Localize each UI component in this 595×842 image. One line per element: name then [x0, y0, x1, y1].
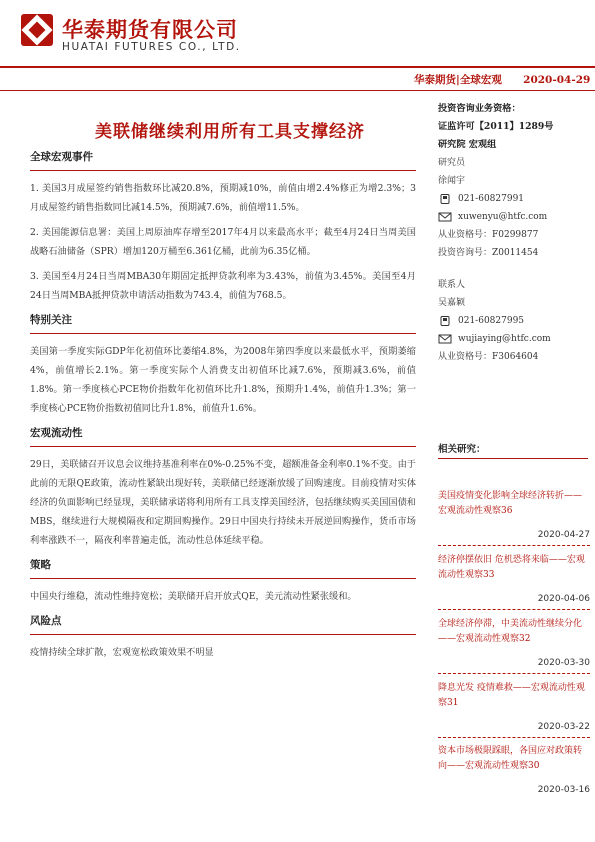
section-heading: 全球宏观事件 [30, 148, 416, 171]
contact-email-text[interactable]: wujiaying@htfc.com [458, 334, 551, 344]
email-icon [438, 334, 452, 344]
section-heading: 特别关注 [30, 311, 416, 334]
paragraph: 疫情持续全球扩散，宏观宽松政策效果不明显 [30, 647, 214, 658]
related-research-heading: 相关研究： [438, 441, 588, 459]
section-heading: 风险点 [30, 612, 416, 635]
phone-icon [438, 194, 452, 204]
paragraph: 中国央行维稳，流动性维持宽松；美联储开启开放式QE，美元流动性紧张缓和。 [30, 591, 357, 602]
report-tag [414, 72, 590, 87]
related-divider [438, 545, 590, 546]
related-divider [438, 609, 590, 610]
company-name-cn: 华泰期货有限公司 [62, 18, 238, 42]
related-divider [438, 673, 590, 674]
report-title: 美联储继续利用所有工具支撑经济 [95, 122, 365, 142]
qualification-label: 投资咨询业务资格： [438, 103, 521, 114]
header-rule [0, 66, 595, 68]
paragraph: 美国第一季度实际GDP年化初值环比萎缩4.8%，为2008年第四季度以来最低水平，预期萎缩4%，前值增长2.1%。第一季度实际个人消费支出初值环比减7.6%，预期减3.6%，前值1.8%。第一季度核心PCE物价指数年化初值环比升1.8%，预期升1.4%，前值升1.3%；第一季度核心PCE物价指数初值同比升1.8%，前值升1.6%。 [30, 346, 416, 414]
paragraph: 3. 美国至4月24日当周MBA30年期固定抵押贷款利率为3.43%，前值为3.45%。美国至4月24日当周MBA抵押贷款申请活动指数为743.4，前值为768.5。 [30, 271, 416, 301]
related-link[interactable]: 降息光发 疫情难救——宏观流动性观察31 [438, 683, 585, 708]
section-risk [30, 612, 416, 662]
analyst-email[interactable] [438, 208, 588, 226]
analyst-phone [438, 190, 588, 208]
contact-license: 从业资格号：F3064604 [438, 352, 539, 362]
related-link[interactable]: 美国疫情变化影响全球经济转折——宏观流动性观察36 [438, 491, 583, 516]
phone-icon [438, 316, 452, 326]
tag-rule [0, 90, 595, 91]
related-date: 2020-03-30 [537, 658, 590, 668]
researcher-label: 研究员 [438, 158, 466, 168]
contact-phone-text: 021-60827995 [458, 316, 525, 326]
spacer [438, 262, 588, 276]
related-date: 2020-03-22 [537, 722, 590, 732]
analyst-phone-text: 021-60827991 [458, 194, 525, 204]
report-category: 华泰期货|全球宏观 [414, 74, 502, 86]
related-divider [438, 737, 590, 738]
main-content [30, 148, 416, 668]
contact-email[interactable] [438, 330, 588, 348]
contact-name: 吴嘉颖 [438, 298, 466, 308]
contact-label: 联系人 [438, 280, 466, 290]
section-heading: 宏观流动性 [30, 424, 416, 447]
paragraph: 29日，美联储召开议息会议维持基准利率在0%-0.25%不变，超额准备金利率0.1%不变。由于此前的无限QE政策，流动性紧缺出现好转，美联储已经逐渐放缓了回购速度。目前疫情对实体经济的负面影响已经显现，美联储承诺将利用所有工具支撑美国经济，包括继续购买美国国债和MBS，继续进行大规模隔夜和定期回购操作。29日中国央行持续未开展逆回购操作，货币市场利率涨跌不一，隔夜利率普遍走低，流动性总体延续平稳。 [30, 459, 416, 546]
section-global-macro [30, 148, 416, 305]
related-date: 2020-04-27 [537, 530, 590, 540]
analyst-name: 徐闻宇 [438, 176, 466, 186]
analyst-license: 从业资格号：F0299877 [438, 230, 539, 240]
section-heading: 策略 [30, 556, 416, 579]
related-link[interactable]: 资本市场极限踩眼，各国应对政策转向——宏观流动性观察30 [438, 746, 583, 771]
related-link[interactable]: 经济停摆依旧 危机恐将来临——宏观流动性观察33 [438, 555, 585, 580]
paragraph: 1. 美国3月成屋签约销售指数环比减20.8%，预期减10%，前值由增2.4%修正为增2.3%；3月成屋签约销售指数同比减14.5%，预期减7.6%，前值增11.5%。 [30, 183, 416, 213]
analyst-email-text[interactable]: xuwenyu@htfc.com [458, 212, 548, 222]
contact-phone [438, 312, 588, 330]
qualification-value: 证监许可【2011】1289号 [438, 121, 554, 132]
analyst-invest-license: 投资咨询号：Z0011454 [438, 248, 539, 258]
paragraph: 2. 美国能源信息署：美国上周原油库存增至2017年4月以来最高水平；截至4月24日当周美国战略石油储备（SPR）增加120万桶至6.361亿桶，此前为6.35亿桶。 [30, 227, 416, 257]
department: 研究院 宏观组 [438, 139, 497, 150]
related-date: 2020-04-06 [537, 594, 590, 604]
company-name-en: HUATAI FUTURES CO., LTD. [62, 41, 241, 53]
related-link[interactable]: 全球经济停滞，中美流动性继续分化——宏观流动性观察32 [438, 619, 583, 644]
related-date: 2020-03-16 [537, 785, 590, 795]
huatai-logo-icon [20, 13, 54, 47]
report-date: 2020-04-29 [523, 74, 591, 86]
section-special-focus [30, 311, 416, 418]
section-liquidity [30, 424, 416, 550]
section-strategy [30, 556, 416, 606]
email-icon [438, 212, 452, 222]
analyst-sidebar [438, 100, 588, 366]
